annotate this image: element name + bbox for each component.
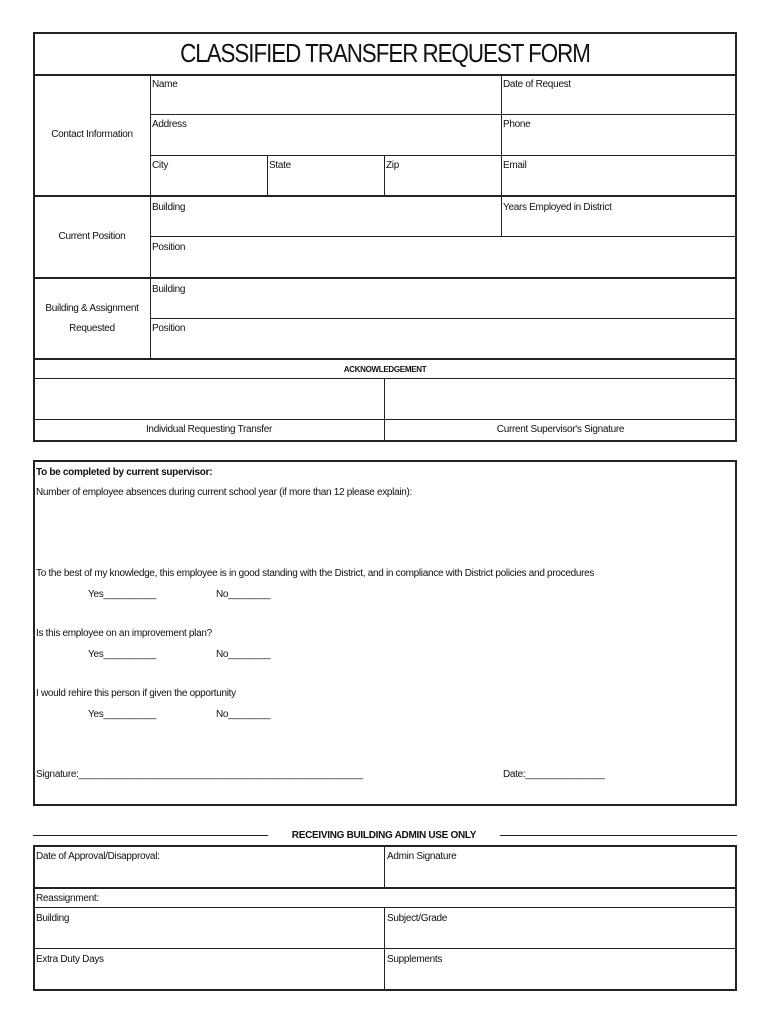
rehire-question: I would rehire this person if given the opportunity bbox=[36, 688, 236, 699]
requested-building-field[interactable] bbox=[152, 299, 732, 316]
improvement-plan-yes[interactable]: Yes__________ bbox=[88, 649, 157, 660]
subject-grade-field[interactable] bbox=[387, 928, 731, 946]
email-field[interactable] bbox=[503, 175, 733, 193]
acknowledgement-header: ACKNOWLEDGEMENT bbox=[343, 365, 427, 374]
supervisor-section-heading: To be completed by current supervisor: bbox=[36, 467, 213, 478]
years-employed-label: Years Employed in District bbox=[503, 202, 612, 213]
admin-signature-field[interactable] bbox=[387, 866, 731, 884]
supervisor-signature-area[interactable] bbox=[386, 380, 735, 418]
admin-signature-label: Admin Signature bbox=[387, 851, 457, 862]
rehire-no[interactable]: No________ bbox=[216, 709, 271, 720]
date-approval-field[interactable] bbox=[36, 866, 380, 884]
date-of-request-label: Date of Request bbox=[503, 79, 571, 90]
improvement-plan-no[interactable]: No________ bbox=[216, 649, 271, 660]
requested-label-line2: Requested bbox=[69, 323, 115, 334]
absences-explanation-field[interactable] bbox=[36, 503, 735, 567]
subject-grade-label: Subject/Grade bbox=[387, 913, 448, 924]
current-building-label: Building bbox=[152, 202, 186, 213]
state-label: State bbox=[269, 160, 291, 171]
extra-duty-days-field[interactable] bbox=[36, 969, 380, 987]
address-label: Address bbox=[152, 119, 187, 130]
name-label: Name bbox=[152, 79, 178, 90]
extra-duty-days-label: Extra Duty Days bbox=[36, 954, 104, 965]
requested-position-field[interactable] bbox=[152, 338, 732, 356]
admin-header-rule-left bbox=[33, 835, 268, 836]
requested-position-label: Position bbox=[152, 323, 186, 334]
individual-requesting-transfer-label: Individual Requesting Transfer bbox=[145, 424, 273, 435]
contact-information-label: Contact Information bbox=[51, 129, 133, 140]
state-field[interactable] bbox=[269, 175, 381, 193]
current-position-field-label: Position bbox=[152, 242, 186, 253]
city-label: City bbox=[152, 160, 169, 171]
city-field[interactable] bbox=[152, 175, 264, 193]
absences-question: Number of employee absences during current school year (if more than 12 please explain): bbox=[36, 487, 413, 498]
supplements-field[interactable] bbox=[387, 969, 731, 987]
date-approval-label: Date of Approval/Disapproval: bbox=[36, 851, 160, 862]
name-field[interactable] bbox=[152, 94, 497, 112]
admin-building-label: Building bbox=[36, 913, 70, 924]
requested-building-label: Building bbox=[152, 284, 186, 295]
reassignment-label: Reassignment: bbox=[36, 893, 99, 904]
good-standing-no[interactable]: No________ bbox=[216, 589, 271, 600]
requested-label-line1: Building & Assignment bbox=[45, 303, 139, 314]
good-standing-yes[interactable]: Yes__________ bbox=[88, 589, 157, 600]
good-standing-question: To the best of my knowledge, this employee is in good standing with the District, and in compliance with District policies and procedures bbox=[36, 568, 595, 579]
supplements-label: Supplements bbox=[387, 954, 443, 965]
address-field[interactable] bbox=[152, 134, 497, 152]
current-supervisor-signature-label: Current Supervisor's Signature bbox=[496, 424, 625, 435]
email-label: Email bbox=[503, 160, 527, 171]
current-position-label: Current Position bbox=[58, 231, 126, 242]
phone-field[interactable] bbox=[503, 134, 733, 152]
rehire-yes[interactable]: Yes__________ bbox=[88, 709, 157, 720]
years-employed-field[interactable] bbox=[503, 217, 733, 234]
current-position-field[interactable] bbox=[152, 257, 732, 275]
admin-header-rule-right bbox=[500, 835, 737, 836]
form-title: CLASSIFIED TRANSFER REQUEST FORM bbox=[180, 38, 590, 68]
supervisor-signature-line[interactable]: Signature:______________________________________________________ bbox=[36, 769, 363, 780]
date-of-request-field[interactable] bbox=[503, 94, 733, 112]
improvement-plan-question: Is this employee on an improvement plan? bbox=[36, 628, 212, 639]
individual-signature-area[interactable] bbox=[35, 380, 383, 418]
admin-use-only-header: RECEIVING BUILDING ADMIN USE ONLY bbox=[291, 830, 477, 841]
zip-field[interactable] bbox=[386, 175, 498, 193]
zip-label: Zip bbox=[386, 160, 399, 171]
admin-building-field[interactable] bbox=[36, 928, 380, 946]
current-building-field[interactable] bbox=[152, 217, 497, 234]
phone-label: Phone bbox=[503, 119, 531, 130]
supervisor-date-line[interactable]: Date:_______________ bbox=[503, 769, 605, 780]
